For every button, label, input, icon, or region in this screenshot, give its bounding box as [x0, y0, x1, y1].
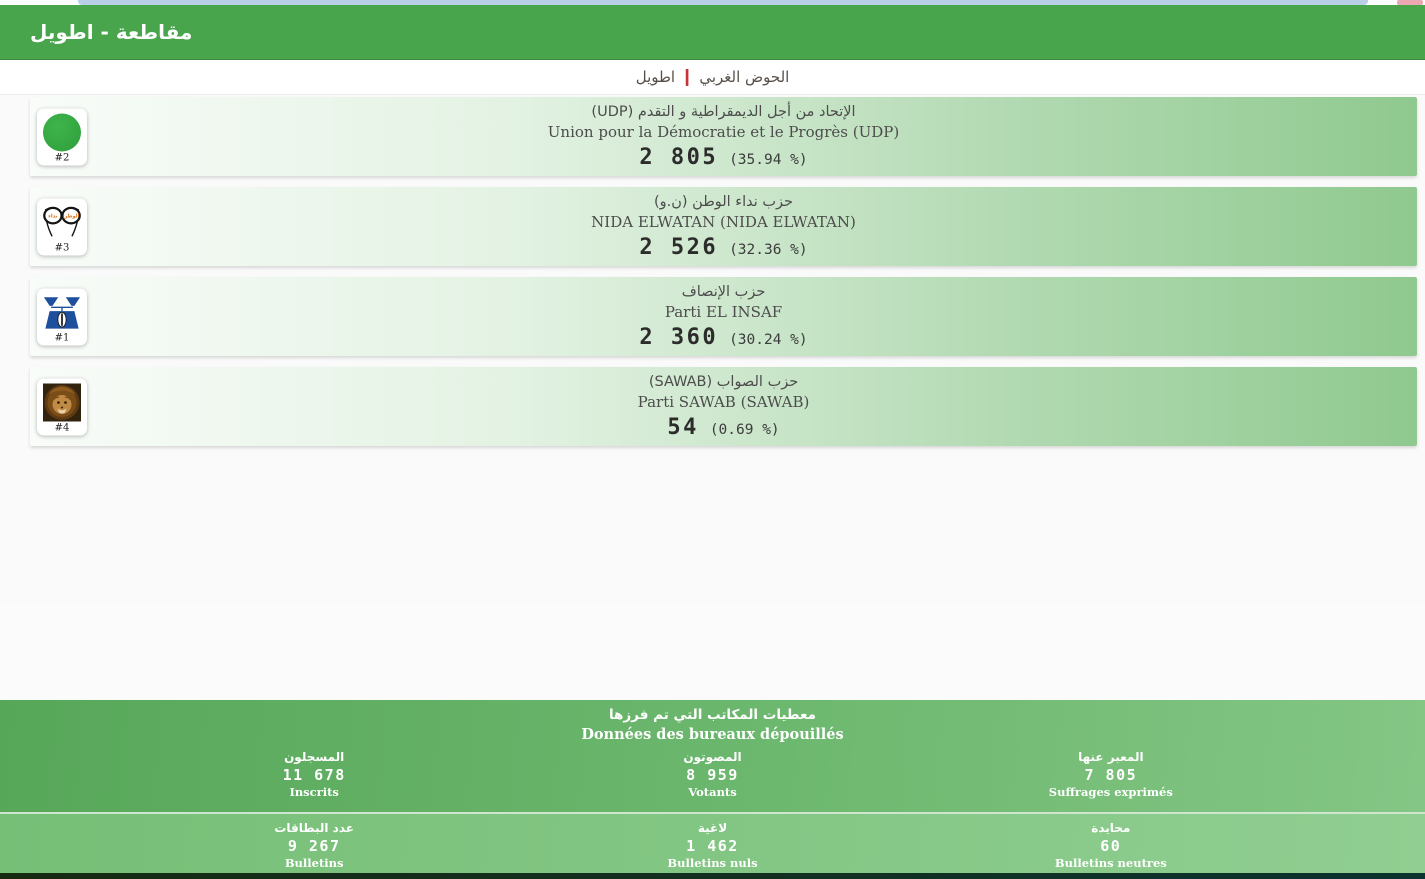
- result-card-nida-elwatan: [30, 187, 1417, 266]
- votes-line: [639, 145, 807, 170]
- party-logo-box: [37, 198, 87, 255]
- rank-badge: #4: [54, 422, 70, 433]
- vote-count: 54: [667, 414, 699, 440]
- footer-bottom-strip: [0, 873, 1425, 879]
- lens-text-left: الوطن: [62, 212, 80, 219]
- stat-label-arabic: المسجلون: [284, 750, 345, 764]
- party-name-arabic: حزب الصواب (SAWAB): [648, 374, 799, 391]
- breadcrumb-separator: |: [682, 67, 692, 87]
- stats-row-2: [115, 821, 1310, 870]
- stat-label-arabic: عدد البطاقات: [274, 821, 354, 835]
- vote-count: 2 526: [639, 234, 719, 260]
- result-card-el-insaf: [30, 277, 1417, 356]
- stat-label-arabic: لاغية: [697, 821, 728, 835]
- lion-icon: [43, 383, 81, 421]
- browser-corner-element: [1397, 0, 1423, 5]
- result-card-sawab: [30, 367, 1417, 446]
- stat-label-french: Suffrages exprimés: [1048, 785, 1173, 799]
- vote-percent: (35.94 %): [729, 151, 808, 168]
- browser-address-bar-remnant: [78, 0, 1368, 5]
- empty-space: [0, 604, 1425, 700]
- votes-line: [667, 415, 779, 440]
- rank-badge: #2: [54, 152, 70, 163]
- party-logo-box: [37, 108, 87, 165]
- vote-percent: (30.24 %): [729, 331, 808, 348]
- page-header: [0, 5, 1425, 60]
- party-logo-box: [37, 378, 87, 435]
- stats-row-1: [115, 750, 1310, 799]
- party-name-french: Parti EL INSAF: [664, 303, 783, 322]
- votes-line: [639, 325, 807, 350]
- stat-bulletins: [115, 821, 513, 870]
- party-name-arabic: الإتحاد من أجل الديمقراطية و التقدم (UDP): [591, 104, 856, 121]
- scales-icon: [43, 293, 81, 331]
- browser-top-strip: [0, 0, 1425, 5]
- stat-value: 60: [1100, 837, 1122, 855]
- lens-text-right: نداء: [48, 212, 58, 219]
- stat-value: 7 805: [1084, 766, 1138, 784]
- stat-bulletins-neutres: [912, 821, 1310, 870]
- stat-label-french: Bulletins nuls: [667, 856, 758, 870]
- breadcrumb-region: الحوض الغربي: [699, 68, 790, 86]
- stat-label-arabic: المصوتون: [683, 750, 742, 764]
- stat-value: 1 462: [686, 837, 739, 855]
- footer-summary-upper: [0, 700, 1425, 812]
- stat-inscrits: [115, 750, 513, 799]
- stat-value: 9 267: [287, 837, 341, 855]
- stat-bulletins-nuls: [513, 821, 911, 870]
- vote-count: 2 360: [639, 324, 719, 350]
- stat-label-french: Inscrits: [289, 785, 339, 799]
- stat-label-arabic: محايدة: [1091, 821, 1131, 835]
- footer-title-french: Données des bureaux dépouillés: [581, 726, 844, 743]
- rank-badge: #3: [54, 242, 70, 253]
- party-logo-box: [37, 288, 87, 345]
- rank-badge: #1: [54, 332, 70, 343]
- stat-label-french: Bulletins neutres: [1054, 856, 1167, 870]
- party-name-french: NIDA ELWATAN (NIDA ELWATAN): [591, 213, 856, 232]
- page-title: مقاطعة - اطويل: [30, 20, 193, 44]
- stat-suffrages-exprimes: [912, 750, 1310, 799]
- stat-value: 11 678: [282, 766, 346, 784]
- eyeglasses-icon: [43, 203, 81, 241]
- stat-votants: [513, 750, 911, 799]
- stat-label-arabic: المعبر عنها: [1078, 750, 1144, 764]
- party-name-french: Union pour la Démocratie et le Progrès (UDP): [547, 123, 900, 142]
- votes-line: [639, 235, 807, 260]
- results-list: [0, 95, 1425, 604]
- stat-label-french: Bulletins: [284, 856, 344, 870]
- result-card-udp: [30, 97, 1417, 176]
- vote-percent: (32.36 %): [729, 241, 808, 258]
- vote-count: 2 805: [639, 144, 719, 170]
- footer-title-arabic: معطيات المكاتب التي تم فرزها: [608, 707, 817, 723]
- stat-value: 8 959: [686, 766, 739, 784]
- breadcrumb: [0, 60, 1425, 95]
- party-name-arabic: حزب نداء الوطن (ن.و): [653, 194, 794, 211]
- green-circle-icon: [43, 113, 81, 151]
- party-name-french: Parti SAWAB (SAWAB): [637, 393, 810, 412]
- stat-label-french: Votants: [688, 785, 737, 799]
- footer-summary-lower: [0, 812, 1425, 873]
- vote-percent: (0.69 %): [709, 421, 780, 438]
- breadcrumb-district: اطويل: [635, 68, 676, 86]
- party-name-arabic: حزب الإنصاف: [681, 284, 766, 301]
